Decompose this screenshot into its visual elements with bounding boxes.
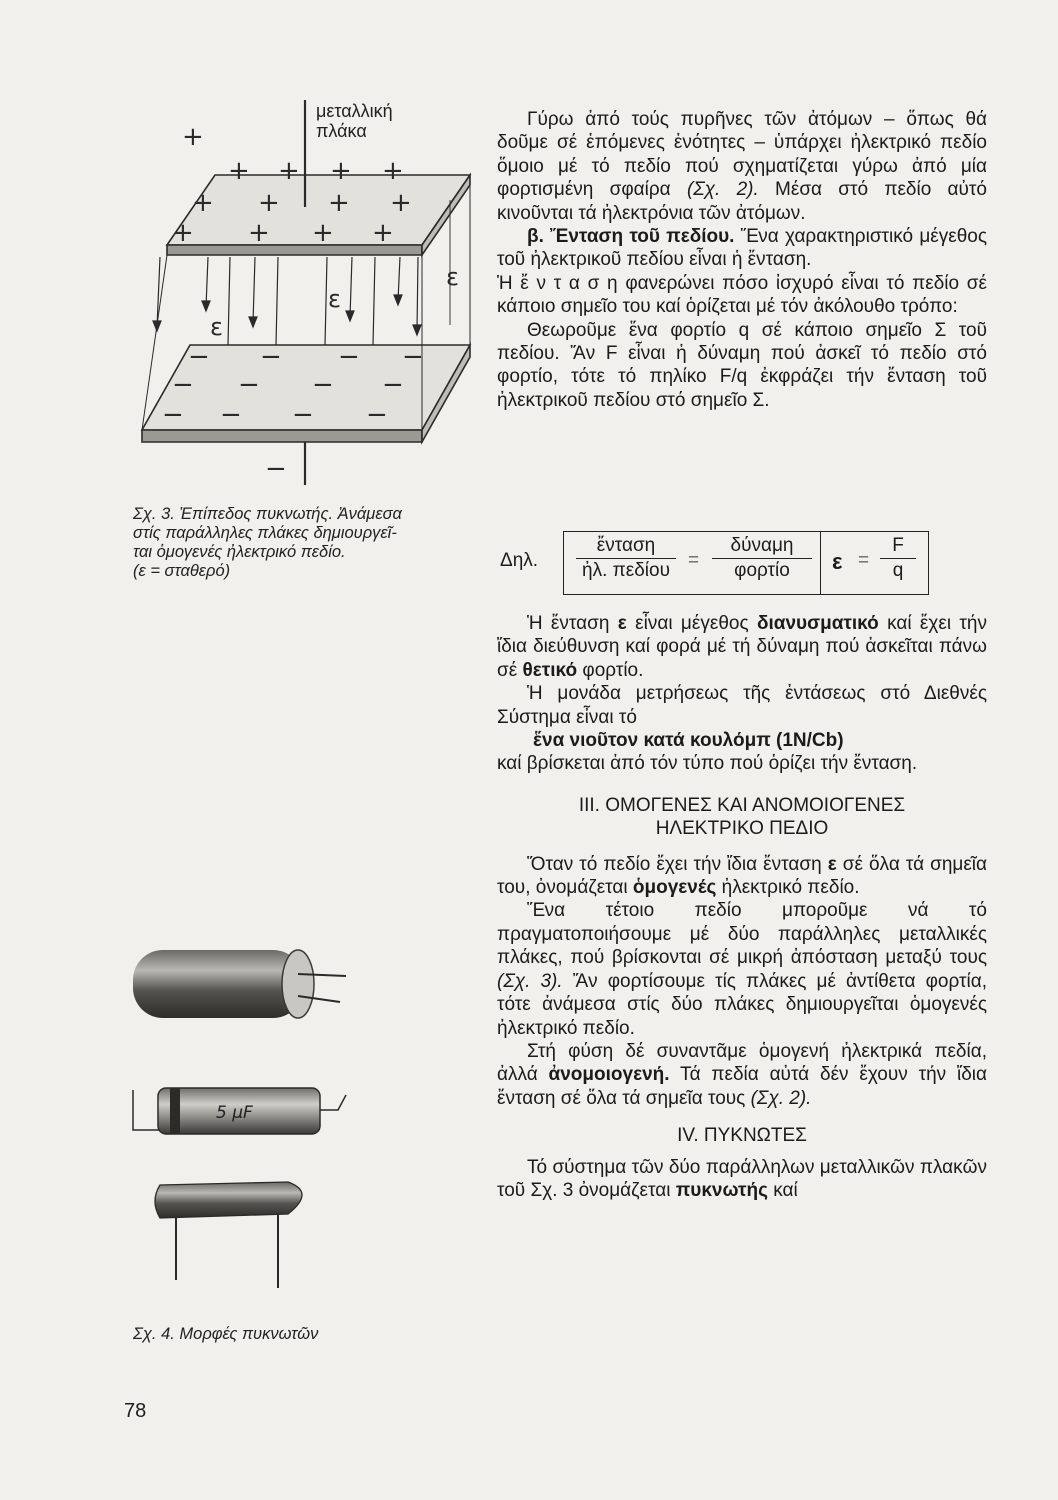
minus-sign: −	[402, 342, 424, 372]
epsilon-label: ε	[446, 263, 459, 291]
minus-sign: −	[220, 400, 242, 430]
paragraph: Γύρω ἀπό τούς πυρῆνες τῶν ἀτόμων – ὅπως θά δοῦμε σέ ἑπόμενες ἑνότητες – ὑπάρχει ἠλεκτρικό πεδίο ὅμοιο μέ τό πεδίο πού σχηματίζεται γύρω ἀπό μία φορτισμένη σφαίρα (Σχ. 2). Μέσα στό πεδίο αὐτό κινοῦνται τά ἠλεκτρόνια τῶν ἀτόμων.	[497, 109, 987, 224]
tubular-capacitor	[155, 1182, 302, 1288]
plus-sign: +	[390, 188, 412, 218]
text-column-continued	[497, 612, 987, 1202]
minus-sign: −	[382, 370, 404, 400]
figure-4-capacitor-forms	[128, 930, 388, 1310]
equals-sign: =	[688, 550, 700, 571]
minus-sign: −	[366, 400, 388, 430]
plus-sign: +	[382, 156, 404, 186]
paragraph: Τό σύστημα τῶν δύο παράλληλων μεταλλικῶν πλακῶν τοῦ Σχ. 3 ὀνομάζεται πυκνωτής καί	[497, 1156, 987, 1201]
epsilon-symbol: ε	[832, 549, 843, 574]
figure-3-caption: Σχ. 3. Ἐπίπεδος πυκνωτής. Ἀνάμεσα στίς παράλληλες πλάκες δημιουργεῖ- ται ὁμογενές ἠλεκτρικό πεδίο. (ε = σταθερό)	[133, 505, 402, 580]
minus-sign: −	[188, 342, 210, 372]
plus-sign: +	[172, 218, 194, 248]
plus-sign: +	[330, 156, 352, 186]
paragraph: Ἡ μονάδα μετρήσεως τῆς ἐντάσεως στό Διεθνές Σύστημα εἶναι τό	[497, 683, 987, 728]
fraction-force-charge: δύναμη φορτίο	[712, 535, 812, 582]
equals-sign: =	[858, 550, 870, 571]
page-number: 78	[124, 1400, 147, 1422]
figure-3-parallel-plate-capacitor	[120, 95, 490, 495]
plus-sign: +	[312, 218, 334, 248]
plus-sign: +	[328, 188, 350, 218]
epsilon-label: ε	[210, 313, 223, 341]
section-heading-iii: III. ΟΜΟΓΕΝΕΣ ΚΑΙ ΑΝΟΜΟΙΟΓΕΝΕΣ ΗΛΕΚΤΡΙΚΟ ΠΕΔΙΟ	[578, 794, 906, 840]
minus-sign: −	[238, 370, 260, 400]
formula-prefix: Δηλ.	[500, 550, 539, 571]
plus-sign: +	[278, 156, 300, 186]
minus-sign: −	[292, 400, 314, 430]
unit-definition: ἕνα νιοῦτον κατά κουλόμπ (1N/Cb)	[533, 730, 844, 752]
paragraph: Ἡ ἔ ν τ α σ η φανερώνει πόσο ἰσχυρό εἶναι τό πεδίο σέ κάποιο σημεῖο του καί ὁρίζεται μέ τόν ἀκόλουθο τρόπο:	[497, 272, 988, 318]
intensity-formula	[497, 528, 987, 598]
paragraph: Στή φύση δέ συναντᾶμε ὁμογενή ἠλεκτρικά πεδία, ἀλλά ἀνομοιογενή. Τά πεδία αὐτά δέν ἔχουν τήν ἴδια ἔνταση σέ ὅλα τά σημεῖα τους (Σχ. 2).	[497, 1040, 988, 1109]
minus-sign: −	[338, 342, 360, 372]
plus-sign: +	[228, 156, 250, 186]
epsilon-label: ε	[328, 285, 341, 313]
formula-box	[563, 531, 929, 595]
plus-sign: +	[372, 218, 394, 248]
minus-sign: −	[312, 370, 334, 400]
fraction-intensity: ἔνταση ἠλ. πεδίου	[576, 535, 676, 582]
paragraph: Θεωροῦμε ἕνα φορτίο q σέ κάποιο σημεῖο Σ τοῦ πεδίου. Ἄν F εἶναι ἡ δύναμη πού ἀσκεῖ τό πεδίο στό φορτίο, τότε τό πηλίκο F/q ἐκφράζει τήν ἔνταση τοῦ ἠλεκτρικοῦ πεδίου στό σημεῖο Σ.	[497, 319, 987, 411]
axial-capacitor	[133, 1088, 346, 1134]
minus-sign: −	[265, 454, 287, 484]
plus-sign: +	[182, 122, 204, 152]
capacitor-value-label: 5 μF	[216, 1103, 253, 1123]
fraction-F-q: F q	[880, 535, 916, 582]
plus-sign: +	[248, 218, 270, 248]
minus-sign: −	[162, 400, 184, 430]
plate-label: μεταλλική	[316, 101, 393, 121]
plus-sign: +	[258, 188, 280, 218]
paragraph: καί βρίσκεται ἀπό τόν τύπο πού ὁρίζει τήν ἔνταση.	[497, 753, 918, 775]
electrolytic-capacitor	[133, 950, 346, 1018]
plus-sign: +	[192, 188, 214, 218]
minus-sign: −	[172, 370, 194, 400]
paragraph: Ἕνα τέτοιο πεδίο μποροῦμε νά τό πραγματοποιήσουμε μέ δύο παράλληλες μεταλλικές πλάκες, πού βρίσκονται σέ μικρή ἀπόσταση μεταξύ τους (Σχ. 3). Ἄν φορτίσουμε τίς πλάκες μέ ἀντίθετα φορτία, τότε ἀνάμεσα στίς δύο πλάκες δημιουργεῖται ὁμογενές ἠλεκτρικό πεδίο.	[497, 900, 987, 1039]
minus-sign: −	[260, 342, 282, 372]
plate-label: πλάκα	[316, 121, 367, 141]
text-column	[497, 108, 987, 412]
section-heading-iv: IV. ΠΥΚΝΩΤΕΣ	[677, 1125, 807, 1147]
paragraph: β. Ἔνταση τοῦ πεδίου. Ἕνα χαρακτηριστικό μέγεθος τοῦ ἠλεκτρικοῦ πεδίου εἶναι ἡ ἔνταση.	[497, 226, 987, 271]
paragraph: Ἡ ἔνταση ε εἶναι μέγεθος διανυσματικό καί ἔχει τήν ἴδια διεύθυνση καί φορά μέ τή δύναμη πού ἀσκεῖται πάνω σέ θετικό φορτίο.	[497, 613, 987, 681]
figure-4-caption: Σχ. 4. Μορφές πυκνωτῶν	[133, 1325, 319, 1343]
paragraph: Ὅταν τό πεδίο ἔχει τήν ἴδια ἔνταση ε σέ ὅλα τά σημεῖα του, ὀνομάζεται ὁμογενές ἠλεκτρικό πεδίο.	[497, 853, 988, 899]
